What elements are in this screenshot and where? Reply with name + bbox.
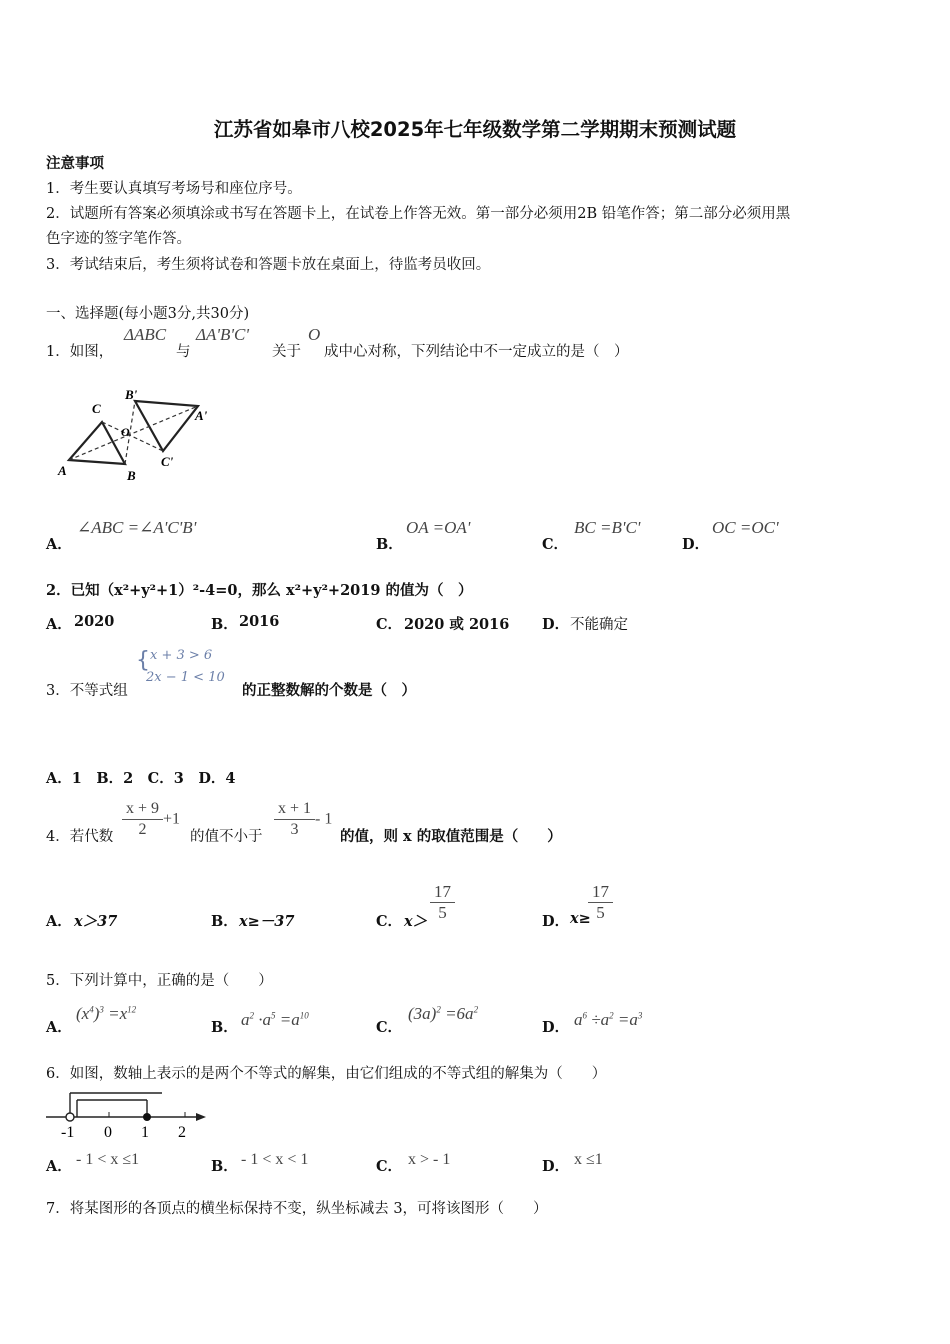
q6-option-a-label: A． [46, 1158, 72, 1175]
q1-and: 与 [176, 344, 191, 360]
q5-option-a: $(x^4)^3 =x^{12}$ [76, 1004, 137, 1023]
label-o: O [121, 425, 130, 439]
q3-ineq-1: 𝑥 + 3 > 6 [150, 648, 213, 663]
notice-item-1: 1．考生要认真填写考场号和座位序号。 [46, 181, 302, 197]
q2-option-a: 2020 [74, 613, 115, 630]
q4-option-d-fraction: $\frac{17}{5}$ [588, 882, 613, 923]
q3-brace: { [136, 648, 150, 673]
q6-option-d-label: D． [542, 1158, 570, 1175]
q5-option-a-label: A． [46, 1019, 72, 1036]
q1-triangle-abc-prime: ΔA'B'C' [196, 325, 249, 344]
tick-label-0: 0 [104, 1124, 112, 1141]
q2-option-d-label: D． [542, 616, 570, 633]
notice-heading: 注意事项 [46, 155, 104, 172]
q6-option-a: - 1 < x ≤1 [76, 1151, 140, 1168]
tick-label-1: 1 [141, 1124, 149, 1141]
notice-item-2: 2．试题所有答案必须填涂或书写在答题卡上，在试卷上作答无效。第一部分必须用2B 铅笔作答；第二部分必须用黑 [46, 206, 791, 222]
tick-label-minus1: -1 [61, 1124, 75, 1141]
q4-expr-2: $\frac{x + 1}{3}$ - 1 [274, 799, 332, 840]
q5-option-b-label: B． [211, 1019, 238, 1036]
notice-item-2-cont: 色字迹的签字笔作答。 [46, 231, 191, 247]
q4-option-b: x≥－37 [239, 913, 295, 930]
section-heading: 一、选择题(每小题3分,共30分) [46, 306, 250, 322]
closed-point [143, 1113, 151, 1121]
open-point [66, 1113, 74, 1121]
q3-question: 的正整数解的个数是（ ） [242, 682, 416, 699]
q4-fraction-1: $\frac{x + 9}{2}$ [122, 799, 163, 840]
axis-arrow [196, 1113, 206, 1121]
notice-item-3: 3．考试结束后，考生须将试卷和答题卡放在桌面上，待监考员收回。 [46, 257, 491, 273]
q2-option-b: 2016 [239, 613, 280, 630]
q6-option-b-label: B． [211, 1158, 238, 1175]
q6-number-line [42, 1086, 212, 1142]
q3-options: A．1 B．2 C．3 D．4 [46, 770, 236, 787]
q4-option-b-label: B． [211, 913, 238, 930]
label-b: B [127, 468, 136, 483]
q1-option-a: ∠ABC =∠A'C'B' [77, 518, 197, 537]
q5-option-c-label: C． [376, 1019, 403, 1036]
q1-number: 1．如图， [46, 344, 114, 360]
q1-triangle-abc: ΔABC [124, 325, 167, 344]
q4-option-d-label: D． [542, 913, 570, 930]
q4-option-a-label: A． [46, 913, 72, 930]
q4-middle: 的值不小于 [190, 829, 263, 845]
q4-option-a: x＞37 [74, 913, 118, 930]
q4-fraction-2: $\frac{x + 1}{3}$ [274, 799, 315, 840]
q4-option-c: x＞ [404, 913, 428, 930]
q7-text: 7．将某图形的各顶点的横坐标保持不变，纵坐标减去 3，可将该图形（ ） [46, 1201, 548, 1217]
q1-figure [55, 382, 215, 484]
q1-option-b: OA =OA' [406, 518, 471, 537]
q4-option-d: x≥ [570, 910, 591, 927]
page-title: 江苏省如皋市八校2025年七年级数学第二学期期末预测试题 [213, 118, 737, 141]
q5-text: 5．下列计算中，正确的是（ ） [46, 973, 273, 989]
q1-question: 成中心对称，下列结论中不一定成立的是（ ） [324, 344, 629, 360]
triangle-abc-prime [135, 401, 198, 451]
q2-option-c: 2020 或 2016 [404, 616, 510, 633]
q1-option-d: OC =OC' [712, 518, 779, 537]
q6-option-d: x ≤1 [574, 1151, 603, 1168]
q1-center-o: O [308, 325, 321, 344]
q6-option-b: - 1 < x < 1 [241, 1151, 309, 1168]
q2-option-a-label: A． [46, 616, 72, 633]
tick-label-2: 2 [178, 1124, 186, 1141]
q3-ineq-2: 2𝑥 − 1 < 10 [146, 670, 225, 685]
q2-option-d: 不能确定 [570, 617, 628, 633]
q1-option-c: BC =B'C' [574, 518, 641, 537]
q4-expr-1: $\frac{x + 9}{2}$ +1 [122, 799, 180, 840]
q1-option-d-label: D． [682, 536, 710, 553]
label-c-prime: C' [161, 454, 174, 469]
q1-option-c-label: C． [542, 536, 569, 553]
q5-option-b: $a^2 \cdot a^5 =a^{10}$ [241, 1010, 309, 1029]
q6-text: 6．如图，数轴上表示的是两个不等式的解集，由它们组成的不等式组的解集为（ ） [46, 1066, 607, 1082]
q4-question: 的值，则 x 的取值范围是（ ） [340, 828, 562, 845]
q2-option-b-label: B． [211, 616, 238, 633]
q5-option-d: $a^6 \div a^2 =a^3$ [574, 1010, 643, 1029]
label-c: C [92, 401, 101, 416]
q1-option-b-label: B． [376, 536, 403, 553]
q6-option-c: x > - 1 [408, 1151, 451, 1168]
q1-option-a-label: A． [46, 536, 72, 553]
q5-option-d-label: D． [542, 1019, 570, 1036]
label-a-prime: A' [195, 408, 208, 423]
q6-option-c-label: C． [376, 1158, 403, 1175]
q4-option-c-fraction: $\frac{17}{5}$ [430, 882, 455, 923]
q5-option-c: $(3a)^2 =6a^2$ [408, 1004, 479, 1023]
q2-text: 2．已知（x²+y²+1）²-4=0，那么 x²+y²+2019 的值为（ ） [46, 582, 473, 599]
q2-option-c-label: C． [376, 616, 403, 633]
q4-number: 4．若代数 [46, 829, 114, 845]
label-a: A [58, 463, 67, 478]
q1-about: 关于 [272, 344, 301, 360]
q3-number: 3．不等式组 [46, 683, 128, 699]
q4-option-c-label: C． [376, 913, 403, 930]
label-b-prime: B' [125, 387, 138, 402]
